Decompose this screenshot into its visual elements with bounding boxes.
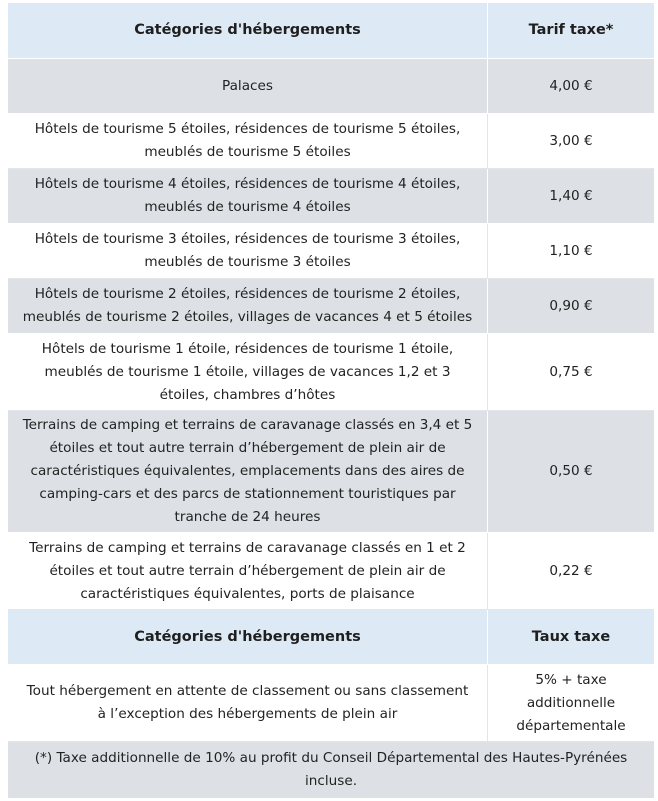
row-category: Hôtels de tourisme 3 étoiles, résidences de tourisme 3 étoiles, meublés de tourisme 3 étoiles bbox=[8, 224, 488, 279]
table-row bbox=[8, 224, 654, 279]
table-row bbox=[8, 169, 654, 224]
row-category: Hôtels de tourisme 1 étoile, résidences de tourisme 1 étoile, meublés de tourisme 1 étoile, villages de vacances 1,2 et 3 étoiles, chambres d’hôtes bbox=[8, 334, 488, 411]
row-category: Palaces bbox=[8, 59, 488, 114]
table-row bbox=[8, 279, 654, 334]
unclassified-category: Tout hébergement en attente de classement ou sans classement à l’exception des hébergements de plein air bbox=[8, 665, 488, 742]
table-row bbox=[8, 411, 654, 533]
subheader-rate: Taux taxe bbox=[488, 610, 654, 665]
row-category: Hôtels de tourisme 2 étoiles, résidences de tourisme 2 étoiles, meublés de tourisme 2 étoiles, villages de vacances 4 et 5 étoiles bbox=[8, 279, 488, 334]
table-row bbox=[8, 114, 654, 169]
row-rate: 0,75 € bbox=[488, 334, 654, 411]
table-subheader-row bbox=[8, 610, 654, 665]
row-rate: 0,22 € bbox=[488, 533, 654, 610]
table-row bbox=[8, 334, 654, 411]
table-row bbox=[8, 533, 654, 610]
unclassified-rate: 5% + taxe additionnelle départementale bbox=[488, 665, 654, 742]
row-rate: 0,90 € bbox=[488, 279, 654, 334]
subheader-category: Catégories d'hébergements bbox=[8, 610, 488, 665]
row-rate: 1,10 € bbox=[488, 224, 654, 279]
row-category: Terrains de camping et terrains de caravanage classés en 1 et 2 étoiles et tout autre terrain d’hébergement de plein air de caractéristiques équivalentes, ports de plaisance bbox=[8, 533, 488, 610]
footnote-row bbox=[8, 742, 654, 799]
row-category: Hôtels de tourisme 4 étoiles, résidences de tourisme 4 étoiles, meublés de tourisme 4 étoiles bbox=[8, 169, 488, 224]
table-row bbox=[8, 665, 654, 742]
row-rate: 4,00 € bbox=[488, 59, 654, 114]
table-row bbox=[8, 59, 654, 114]
row-category: Hôtels de tourisme 5 étoiles, résidences de tourisme 5 étoiles, meublés de tourisme 5 étoiles bbox=[8, 114, 488, 169]
header-category: Catégories d'hébergements bbox=[8, 3, 488, 59]
row-rate: 0,50 € bbox=[488, 411, 654, 533]
row-rate: 3,00 € bbox=[488, 114, 654, 169]
row-category: Terrains de camping et terrains de caravanage classés en 3,4 et 5 étoiles et tout autre terrain d’hébergement de plein air de caractéristiques équivalentes, emplacements dans des aires de camping-cars et des parcs de stationnement touristiques par tranche de 24 heures bbox=[8, 411, 488, 533]
row-rate: 1,40 € bbox=[488, 169, 654, 224]
header-rate: Tarif taxe* bbox=[488, 3, 654, 59]
footnote: (*) Taxe additionnelle de 10% au profit du Conseil Départemental des Hautes-Pyrénées incluse. bbox=[8, 742, 654, 799]
tourist-tax-table bbox=[8, 3, 654, 799]
table-header-row bbox=[8, 3, 654, 59]
